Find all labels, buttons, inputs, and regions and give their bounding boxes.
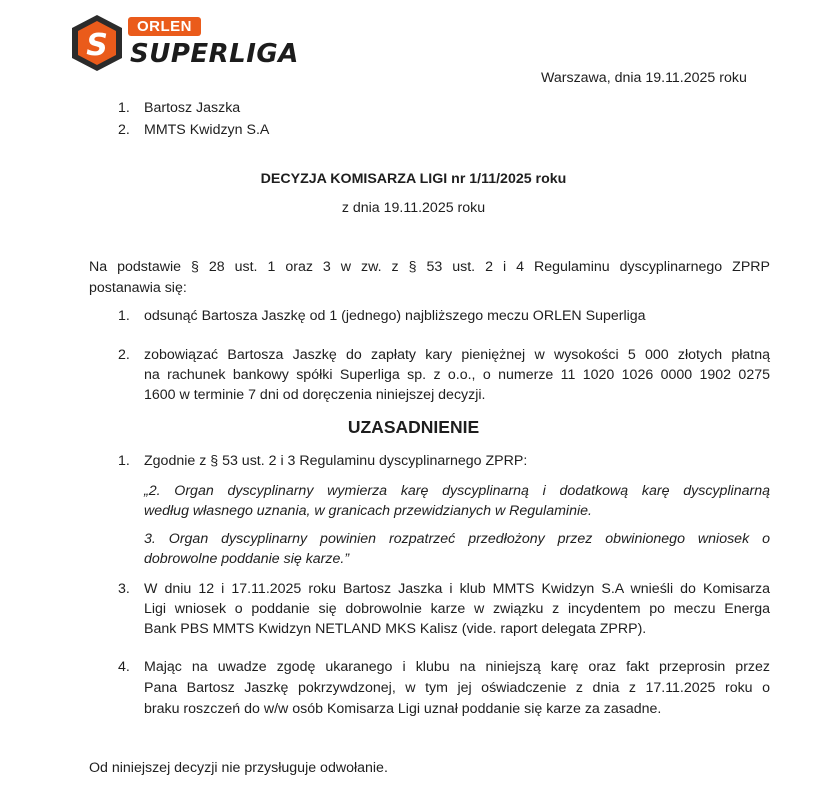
quoted-regulation: „2. Organ dyscyplinarny wymierza karę dyscyplinarną i dodatkową karę dyscyplinarną	[144, 483, 770, 499]
justification-text: Zgodnie z § 53 ust. 2 i 3 Regulaminu dyscyplinarnego ZPRP:	[144, 453, 528, 469]
justification-text: Bank PBS MMTS Kwidzyn NETLAND MKS Kalisz (vide. raport delegata ZPRP).	[144, 621, 647, 637]
quoted-regulation: dobrowolne poddanie się karze.”	[144, 551, 350, 567]
justification-heading: UZASADNIENIE	[347, 417, 480, 437]
justification-text: Mając na uwadze zgodę ukaranego i klubu na niniejszą karę oraz fakt przeprosin przez	[144, 659, 770, 675]
justification-text: W dniu 12 i 17.11.2025 roku Bartosz Jaszka i klub MMTS Kwidzyn S.A wnieśli do Komisarza	[144, 581, 770, 597]
justification-number: 4.	[118, 659, 130, 675]
justification-text: Ligi wniosek o poddanie się dobrowolnie karze w związku z incydentem po meczu Energa	[144, 601, 770, 617]
decision-text: odsunąć Bartosza Jaszkę od 1 (jednego) najbliższego meczu ORLEN Superliga	[144, 308, 646, 324]
justification-text: braku roszczeń do w/w osób Komisarza Ligi uznał poddanie się karze za zasadne.	[144, 701, 662, 717]
legal-basis-line: Na podstawie § 28 ust. 1 oraz 3 w zw. z § 53 ust. 2 i 4 Regulaminu dyscyplinarnego ZPRP	[89, 259, 770, 275]
decision-number: 1.	[118, 308, 130, 324]
quoted-regulation: 3. Organ dyscyplinarny powinien rozpatrzeć przedłożony przez obwinionego wniosek o	[144, 531, 770, 547]
legal-basis-resolves: postanawia się:	[89, 280, 187, 296]
place-date: Warszawa, dnia 19.11.2025 roku	[541, 70, 747, 86]
logo-orlen-text: ORLEN	[128, 17, 201, 36]
no-appeal-notice: Od niniejszej decyzji nie przysługuje odwołanie.	[89, 760, 388, 776]
orlen-superliga-logo	[68, 13, 328, 73]
recipient-name: Bartosz Jaszka	[144, 100, 241, 116]
justification-number: 1.	[118, 453, 130, 469]
recipient-number: 2.	[118, 122, 130, 138]
svg-text:S: S	[86, 28, 108, 63]
quoted-regulation: według własnego uznania, w granicach przewidzianych w Regulaminie.	[144, 503, 592, 519]
superliga-shield-icon	[68, 13, 126, 73]
decision-text: zobowiązać Bartosza Jaszkę do zapłaty kary pieniężnej w wysokości 5 000 złotych płatną	[144, 347, 770, 363]
decision-title: DECYZJA KOMISARZA LIGI nr 1/11/2025 roku	[260, 171, 567, 187]
logo-superliga-text: SUPERLIGA	[130, 39, 299, 69]
decision-text: 1600 w terminie 7 dni od doręczenia niniejszej decyzji.	[144, 387, 486, 403]
recipient-number: 1.	[118, 100, 130, 116]
justification-number: 3.	[118, 581, 130, 597]
justification-text: Pana Bartosz Jaszkę pokrzywdzonej, w tym jej oświadczenie z dnia z 17.11.2025 roku o	[144, 680, 770, 696]
recipient-name: MMTS Kwidzyn S.A	[144, 122, 270, 138]
decision-number: 2.	[118, 347, 130, 363]
decision-subtitle: z dnia 19.11.2025 roku	[341, 200, 486, 216]
decision-text: na rachunek bankowy spółki Superliga sp. z o.o., o numerze 11 1020 1026 0000 1902 0275	[144, 367, 770, 383]
